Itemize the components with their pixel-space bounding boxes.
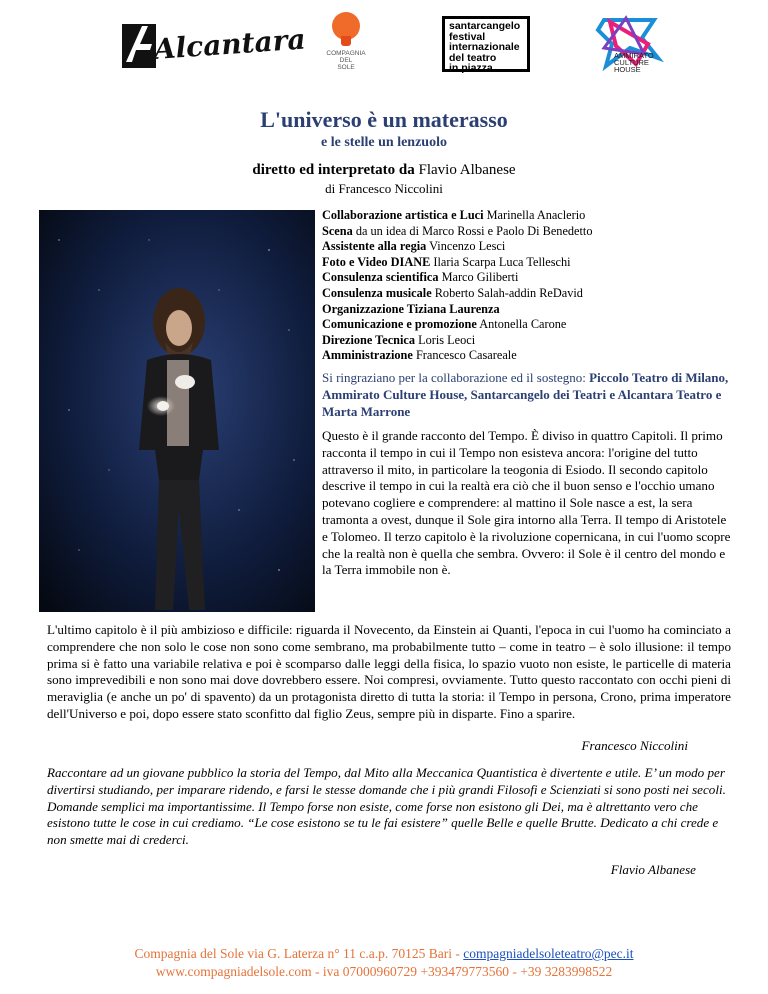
signature-albanese: Flavio Albanese: [610, 862, 696, 877]
credits-list: [322, 208, 732, 364]
credit-row: Organizzazione Tiziana Laurenza: [322, 301, 500, 316]
last-chapter-paragraph: L'ultimo capitolo è il più ambizioso e difficile: riguarda il Novecento, da Einstein ai Quanti, l'epoca in cui l'uomo ha cominciato a comprendere che non solo le cose non sono come sembrano, ma probabilmente tutto – come in teatro – è solo illusione: il tempo prima si è fatto una variabile relativa e poi è scomparso dalle leggi della fisica, lo spazio vuoto non esiste, le particelle di materia sono imprevedibili e non sono mai dove dovrebbero essere. Noi compresi, ovviamente. Tutto questo raccontato con occhi pieni di meraviglia (e anche un po' di spavento) da un protagonista diretto di tutta la storia: il Tempo in persona, Crono, prima imperatore dell'Universo e poi, dopo essere stato sconfitto dal figlio Zeus, sempre più in disparte. Fino a sparire.: [47, 622, 731, 721]
credit-row: Comunicazione e promozione Antonella Carone: [322, 317, 567, 332]
credit-row: Amministrazione Francesco Casareale: [322, 348, 517, 363]
show-subtitle: e le stelle un lenzuolo: [321, 135, 447, 150]
thanks-intro: Si ringraziano per la collaborazione ed il sostegno:: [322, 370, 586, 385]
compagnia-sole-logo: [322, 12, 370, 74]
credit-row: Consulenza scientifica Marco Giliberti: [322, 270, 519, 285]
sun-icon: [332, 12, 360, 40]
sole-text-1: COMPAGNIA: [326, 50, 366, 57]
director-statement: Raccontare ad un giovane pubblico la storia del Tempo, dal Mito alla Meccanica Quantistica è divertente e utile. E’ un modo per divertirsi studiando, per imparare ridendo, e farsi le stesse domande che i più grandi Filosofi e Scienziati si sono posti nei secoli. Domande semplici ma importantissime. Il Tempo forse non esiste, come forse non esistono gli Dei, ma è altrettanto vero che esistono tutte le cose in cui crediamo. “Le cose esistono se tu le fai esistere” quelle Belle e quelle Brutte. Dedicato a chi crede e non smette mai di crederci.: [47, 765, 726, 848]
ammirato-text-2: CULTURE: [614, 58, 649, 67]
show-title: L'universo è un materasso: [260, 107, 508, 132]
logo-bar: [0, 0, 768, 90]
directed-by-label: diretto ed interpretato da: [252, 162, 415, 178]
festival-text-3: internazionale: [449, 41, 520, 53]
sole-text-2: DEL: [339, 57, 353, 64]
alcantara-wordmark: Alcantara: [152, 22, 307, 67]
footer: [0, 945, 768, 981]
credit-row: Direzione Tecnica Loris Leoci: [322, 332, 476, 347]
festival-text-4: del teatro: [449, 51, 497, 64]
credit-row: Scena da un idea di Marco Rossi e Paolo Di Benedetto: [322, 223, 593, 238]
festival-text-1: santarcangelo: [449, 20, 521, 32]
credit-row: Consulenza musicale Roberto Salah-addin ReDavid: [322, 285, 583, 300]
acknowledgements: [322, 369, 732, 420]
stage-photo: [39, 210, 315, 612]
alcantara-logo: [118, 16, 307, 76]
story-paragraph: Questo è il grande racconto del Tempo. È diviso in quattro Capitoli. Il primo racconta il tempo in cui il Tempo non esisteva ancora: l'origine del tutto attraverso il mito, in particolare la teogonia di Esiodo. Il secondo capitolo descrive il tempo in cui la realtà era ciò che il buon senso e l'occhio umano potevano cogliere e comprendere: al mattino il Sole nasce a est, la sera tramonta a ovest, dunque il Sole gira intorno alla Terra. Il tempo di Aristotele e Tolomeo. Il terzo capitolo è la rivoluzione copernicana, in cui l'uomo scopre che la realtà non è quella che sembra. Ovvero: il Sole è il centro del mondo e la Terra immobile non è.: [322, 428, 731, 578]
director-name: Flavio Albanese: [418, 162, 516, 178]
credit-row: Collaborazione artistica e Luci Marinella Anaclerio: [322, 208, 586, 222]
ammirato-text-3: HOUSE: [614, 65, 641, 74]
credit-row: Foto e Video DIANE Ilaria Scarpa Luca Telleschi: [322, 254, 571, 269]
santarcangelo-festival-logo: [442, 16, 530, 72]
author-line: di Francesco Niccolini: [325, 181, 443, 196]
thanks-names: Piccolo Teatro di Milano, Ammirato Culture House, Santarcangelo dei Teatri e Alcantara Teatro e Marta Marrone: [322, 370, 729, 419]
ammirato-culture-house-logo: [596, 14, 662, 80]
footer-contacts: www.compagniadelsole.com - iva 07000960729 +393479773560 - +39 3283998522: [155, 964, 613, 979]
signature-niccolini: Francesco Niccolini: [581, 738, 688, 753]
festival-text-5: in piazza: [449, 62, 493, 74]
footer-email-link[interactable]: compagniadelsoleteatro@pec.it: [463, 946, 634, 961]
festival-text-2: festival: [449, 30, 486, 43]
footer-address: Compagnia del Sole via G. Laterza n° 11 c.a.p. 70125 Bari -: [134, 946, 460, 961]
ammirato-text-1: AMMIRATO: [614, 51, 654, 60]
sole-text-3: SOLE: [337, 64, 355, 71]
credit-row: Assistente alla regia Vincenzo Lesci: [322, 239, 506, 254]
directed-by-line: [0, 162, 768, 179]
